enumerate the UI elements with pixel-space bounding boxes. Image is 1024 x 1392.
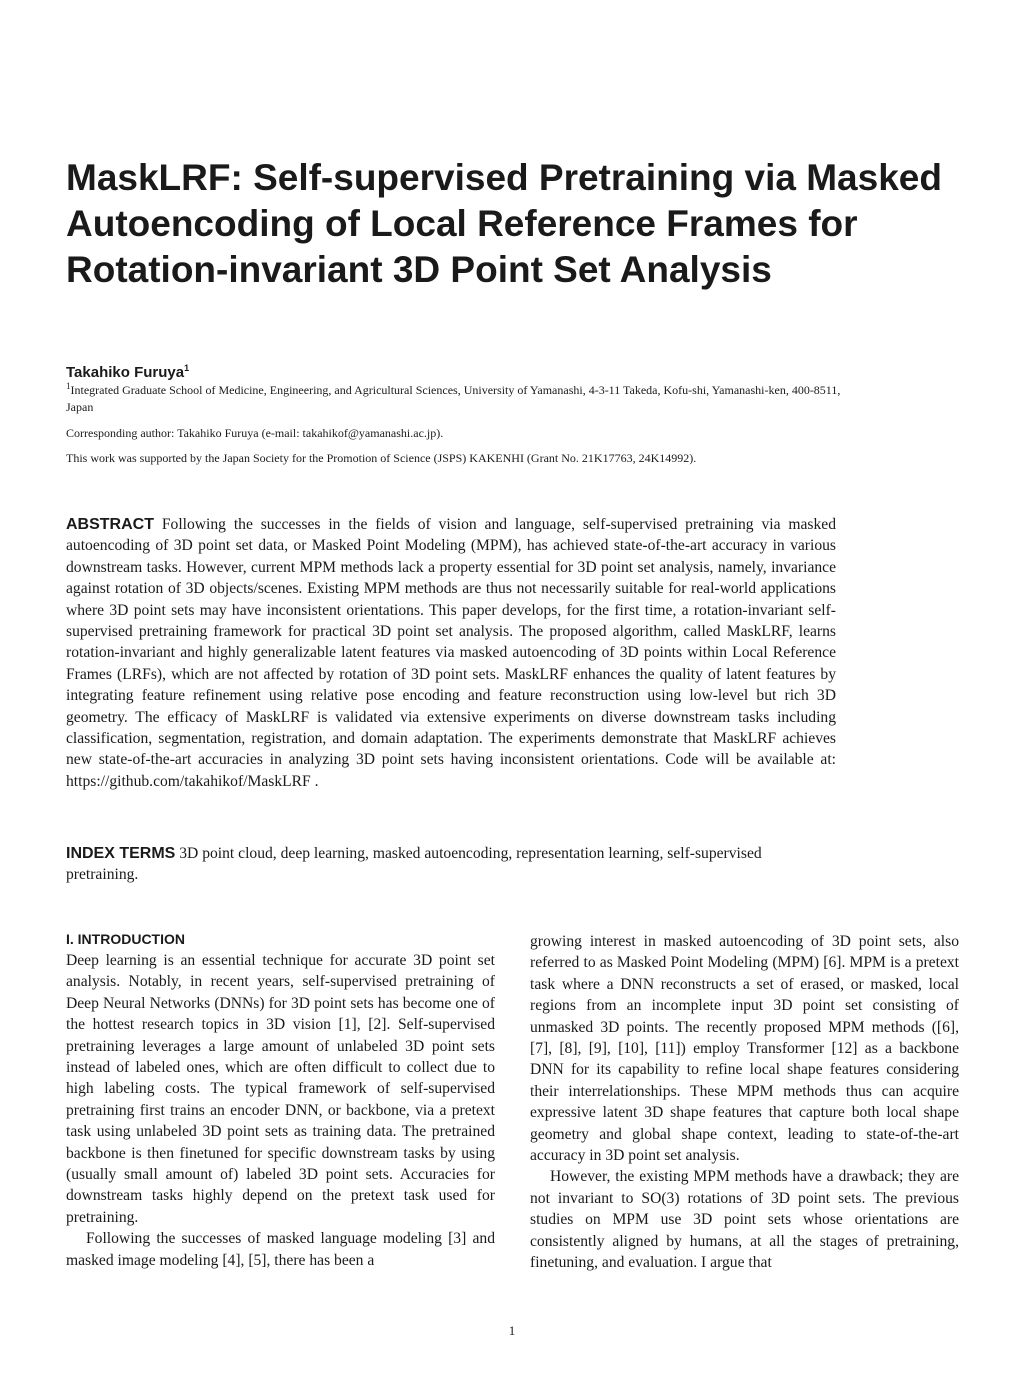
right-column	[530, 931, 959, 1274]
page-number: 1	[508, 1323, 516, 1338]
affiliation	[66, 382, 846, 416]
paper-title: MaskLRF: Self-supervised Pretraining via Masked Autoencoding of Local Reference Frames for Rotation-invariant 3D Point Set Analysis	[66, 157, 942, 290]
affiliation-mark: 1	[66, 381, 71, 391]
index-terms-text: 3D point cloud, deep learning, masked autoencoding, representation learning, self-supervised pretraining.	[66, 845, 762, 884]
section-heading-introduction: I. INTRODUCTION	[66, 931, 185, 947]
corresponding-author: Corresponding author: Takahiko Furuya (e-mail: takahikof@yamanashi.ac.jp).	[66, 426, 444, 440]
left-column	[66, 929, 495, 1271]
funding-note: This work was supported by the Japan Society for the Promotion of Science (JSPS) KAKENHI (Grant No. 21K17763, 24K14992).	[66, 451, 697, 465]
index-terms	[66, 843, 836, 886]
author-line	[66, 363, 189, 383]
abstract-label: ABSTRACT	[66, 516, 154, 533]
author-affiliation-mark: 1	[184, 363, 190, 373]
affiliation-text: Integrated Graduate School of Medicine, Engineering, and Agricultural Sciences, University of Yamanashi, 4-3-11 Takeda, Kofu-shi, Yamanashi-ken, 400-8511, Japan	[66, 383, 841, 414]
index-terms-label: INDEX TERMS	[66, 845, 176, 862]
abstract	[66, 514, 836, 792]
intro-paragraph-2: Following the successes of masked language modeling [3] and masked image modeling [4], [5], there has been a	[66, 1230, 495, 1269]
author-name: Takahiko Furuya	[66, 364, 185, 381]
intro-paragraph-2-continued: growing interest in masked autoencoding of 3D point sets, also referred to as Masked Point Modeling (MPM) [6]. MPM is a pretext task where a DNN reconstructs a set of erased, or masked, local regions from an incomplete input 3D point set consisting of unmasked 3D points. The recently proposed MPM methods ([6], [7], [8], [9], [10], [11]) employ Transformer [12] as a backbone DNN for its capability to refine local shape features considering their interrelationships. These MPM methods thus can acquire expressive latent 3D shape features that capture both local shape geometry and global shape context, leading to state-of-the-art accuracy in 3D point set analysis.	[530, 933, 959, 1165]
intro-paragraph-3: However, the existing MPM methods have a drawback; they are not invariant to SO(3) rotations of 3D point sets. The previous studies on MPM use 3D point sets whose orientations are consistently aligned by humans, at all the stages of pretraining, finetuning, and evaluation. I argue that	[530, 1168, 959, 1272]
abstract-text: Following the successes in the fields of vision and language, self-supervised pretraining via masked autoencoding of 3D point set data, or Masked Point Modeling (MPM), has achieved state-of-the-art accuracy in various downstream tasks. However, current MPM methods lack a property essential for 3D point set analysis, namely, invariance against rotation of 3D objects/scenes. Existing MPM methods are thus not necessarily suitable for real-world applications where 3D point sets may have inconsistent orientations. This paper develops, for the first time, a rotation-invariant self-supervised pretraining framework for practical 3D point set analysis. The proposed algorithm, called MaskLRF, learns rotation-invariant and highly generalizable latent features via masked autoencoding of 3D points within Local Reference Frames (LRFs), which are not affected by rotation of 3D point sets. MaskLRF enhances the quality of latent features by integrating feature refinement using relative pose encoding and feature reconstruction using low-level but rich 3D geometry. The efficacy of MaskLRF is validated via extensive experiments on diverse downstream tasks including classification, segmentation, registration, and domain adaptation. The experiments demonstrate that MaskLRF achieves new state-of-the-art accuracies in analyzing 3D point sets having inconsistent orientations. Code will be available at: https://github.com/takahikof/MaskLRF .	[66, 516, 836, 790]
intro-paragraph-1: Deep learning is an essential technique for accurate 3D point set analysis. Notably, in recent years, self-supervised pretraining of Deep Neural Networks (DNNs) for 3D point sets has become one of the hottest research topics in 3D vision [1], [2]. Self-supervised pretraining leverages a large amount of unlabeled 3D point sets instead of labeled ones, which are often difficult to collect due to high labeling costs. The typical framework of self-supervised pretraining first trains an encoder DNN, or backbone, via a pretext task using unlabeled 3D point sets as training data. The pretrained backbone is then finetuned for specific downstream tasks by using (usually small amount of) labeled 3D point sets. Accuracies for downstream tasks highly depend on the pretext task used for pretraining.	[66, 952, 495, 1226]
